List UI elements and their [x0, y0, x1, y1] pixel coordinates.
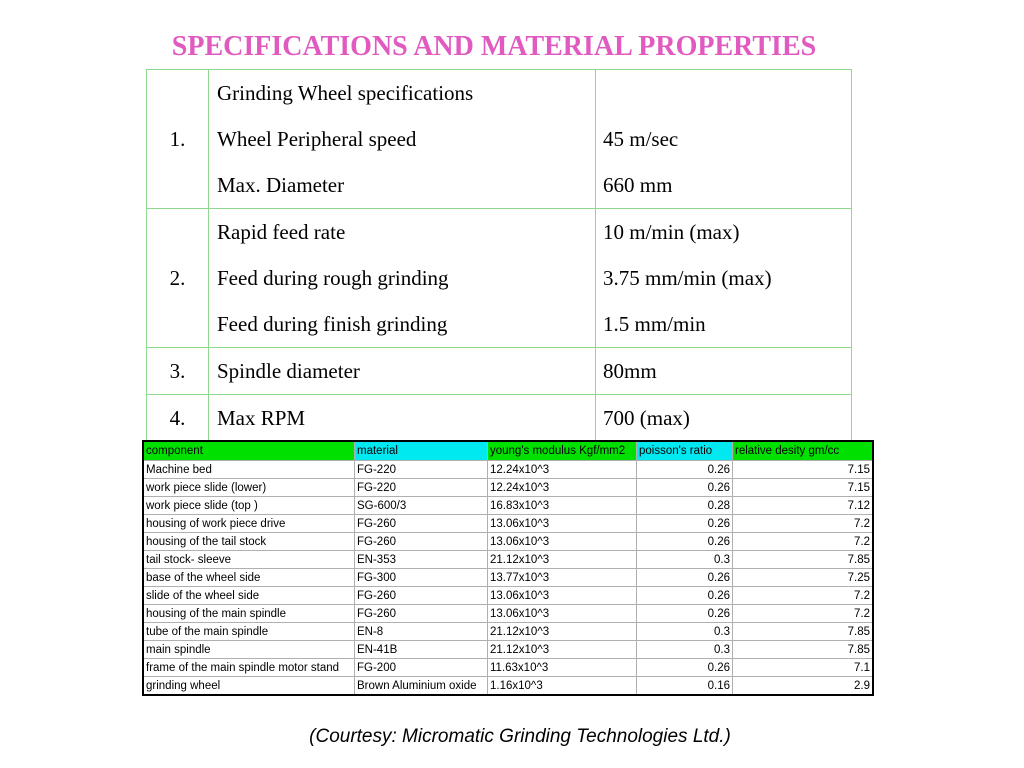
column-header: young's modulus Kgf/mm2 — [488, 441, 637, 461]
spec-property-cell — [209, 395, 596, 442]
table-cell: 13.06x10^3 — [488, 515, 637, 533]
table-cell: FG-260 — [355, 533, 488, 551]
spec-value — [603, 70, 851, 116]
table-row — [143, 569, 873, 587]
table-cell: 0.16 — [637, 677, 733, 696]
table-cell: EN-353 — [355, 551, 488, 569]
table-cell: 0.3 — [637, 641, 733, 659]
spec-value-cell — [596, 348, 852, 395]
table-cell: 1.16x10^3 — [488, 677, 637, 696]
spec-value-cell — [596, 209, 852, 348]
column-header: poisson's ratio — [637, 441, 733, 461]
table-row — [143, 659, 873, 677]
table-cell: FG-260 — [355, 515, 488, 533]
table-cell: 7.15 — [733, 479, 874, 497]
table-cell: 21.12x10^3 — [488, 641, 637, 659]
table-row — [143, 605, 873, 623]
table-cell: base of the wheel side — [143, 569, 355, 587]
spec-property: Wheel Peripheral speed — [217, 127, 417, 151]
table-cell: SG-600/3 — [355, 497, 488, 515]
spec-property: Feed during finish grinding — [217, 312, 448, 336]
table-cell: 13.06x10^3 — [488, 605, 637, 623]
table-cell: 12.24x10^3 — [488, 479, 637, 497]
specifications-table — [146, 69, 852, 441]
spec-number: 4. — [147, 395, 209, 442]
table-cell: 0.26 — [637, 605, 733, 623]
table-cell: 7.1 — [733, 659, 874, 677]
table-row — [143, 677, 873, 696]
table-cell: 7.85 — [733, 623, 874, 641]
material-properties-table — [142, 440, 874, 696]
table-cell: 7.85 — [733, 641, 874, 659]
table-cell: 13.06x10^3 — [488, 587, 637, 605]
table-cell: Machine bed — [143, 461, 355, 479]
spec-number: 1. — [147, 70, 209, 209]
table-cell: 0.26 — [637, 515, 733, 533]
table-cell: 0.26 — [637, 533, 733, 551]
table-cell: 13.77x10^3 — [488, 569, 637, 587]
table-row — [143, 479, 873, 497]
table-cell: FG-260 — [355, 605, 488, 623]
spec-property: Max RPM — [217, 406, 306, 430]
table-cell: 7.2 — [733, 587, 874, 605]
table-cell: 0.3 — [637, 623, 733, 641]
spec-number: 2. — [147, 209, 209, 348]
table-cell: grinding wheel — [143, 677, 355, 696]
spec-number: 3. — [147, 348, 209, 395]
spec-property-cell — [209, 348, 596, 395]
table-cell: 7.85 — [733, 551, 874, 569]
table-cell: 16.83x10^3 — [488, 497, 637, 515]
table-cell: 7.2 — [733, 605, 874, 623]
courtesy-note: (Courtesy: Micromatic Grinding Technologies Ltd.) — [309, 726, 731, 747]
table-cell: 11.63x10^3 — [488, 659, 637, 677]
table-cell: 21.12x10^3 — [488, 551, 637, 569]
table-cell: FG-260 — [355, 587, 488, 605]
table-row — [143, 515, 873, 533]
spec-property: Rapid feed rate — [217, 220, 346, 244]
table-row — [143, 533, 873, 551]
table-cell: 0.26 — [637, 479, 733, 497]
spec-row — [147, 395, 852, 442]
spec-property-cell — [209, 209, 596, 348]
table-row — [143, 497, 873, 515]
spec-value: 80mm — [603, 359, 657, 383]
table-cell: housing of the tail stock — [143, 533, 355, 551]
table-cell: frame of the main spindle motor stand — [143, 659, 355, 677]
table-cell: housing of work piece drive — [143, 515, 355, 533]
table-cell: 2.9 — [733, 677, 874, 696]
spec-property: Spindle diameter — [217, 359, 360, 383]
page-title: SPECIFICATIONS AND MATERIAL PROPERTIES — [171, 31, 817, 62]
table-cell: 7.25 — [733, 569, 874, 587]
spec-property: Grinding Wheel specifications — [217, 81, 474, 105]
table-cell: FG-220 — [355, 461, 488, 479]
table-cell: 12.24x10^3 — [488, 461, 637, 479]
spec-row — [147, 209, 852, 348]
table-cell: 0.26 — [637, 659, 733, 677]
material-header-row — [143, 441, 873, 461]
spec-value-cell — [596, 70, 852, 209]
spec-value: 10 m/min (max) — [603, 220, 740, 244]
table-cell: 13.06x10^3 — [488, 533, 637, 551]
table-cell: 7.2 — [733, 515, 874, 533]
spec-value: 45 m/sec — [603, 127, 679, 151]
table-cell: 0.26 — [637, 587, 733, 605]
table-row — [143, 641, 873, 659]
table-cell: Brown Aluminium oxide — [355, 677, 488, 696]
table-cell: EN-41B — [355, 641, 488, 659]
table-cell: tail stock- sleeve — [143, 551, 355, 569]
table-cell: FG-220 — [355, 479, 488, 497]
spec-value-cell — [596, 395, 852, 442]
table-cell: 21.12x10^3 — [488, 623, 637, 641]
specifications-body — [147, 70, 852, 442]
spec-row — [147, 70, 852, 209]
table-cell: main spindle — [143, 641, 355, 659]
table-cell: 7.2 — [733, 533, 874, 551]
spec-row — [147, 348, 852, 395]
table-cell: 0.3 — [637, 551, 733, 569]
table-row — [143, 551, 873, 569]
column-header: component — [143, 441, 355, 461]
spec-value: 1.5 mm/min — [603, 312, 706, 336]
table-cell: slide of the wheel side — [143, 587, 355, 605]
spec-property-cell — [209, 70, 596, 209]
column-header: material — [355, 441, 488, 461]
table-cell: 7.12 — [733, 497, 874, 515]
table-cell: EN-8 — [355, 623, 488, 641]
table-cell: 0.26 — [637, 461, 733, 479]
spec-value: 660 mm — [603, 173, 673, 197]
column-header: relative desity gm/cc — [733, 441, 874, 461]
spec-property: Max. Diameter — [217, 173, 345, 197]
table-cell: FG-300 — [355, 569, 488, 587]
table-row — [143, 623, 873, 641]
table-cell: 0.28 — [637, 497, 733, 515]
table-row — [143, 461, 873, 479]
table-cell: tube of the main spindle — [143, 623, 355, 641]
table-cell: FG-200 — [355, 659, 488, 677]
spec-property: Feed during rough grinding — [217, 266, 449, 290]
table-cell: 0.26 — [637, 569, 733, 587]
material-body — [143, 461, 873, 696]
table-cell: work piece slide (top ) — [143, 497, 355, 515]
spec-value: 700 (max) — [603, 406, 690, 430]
spec-value: 3.75 mm/min (max) — [603, 266, 772, 290]
table-row — [143, 587, 873, 605]
table-cell: housing of the main spindle — [143, 605, 355, 623]
table-cell: 7.15 — [733, 461, 874, 479]
table-cell: work piece slide (lower) — [143, 479, 355, 497]
